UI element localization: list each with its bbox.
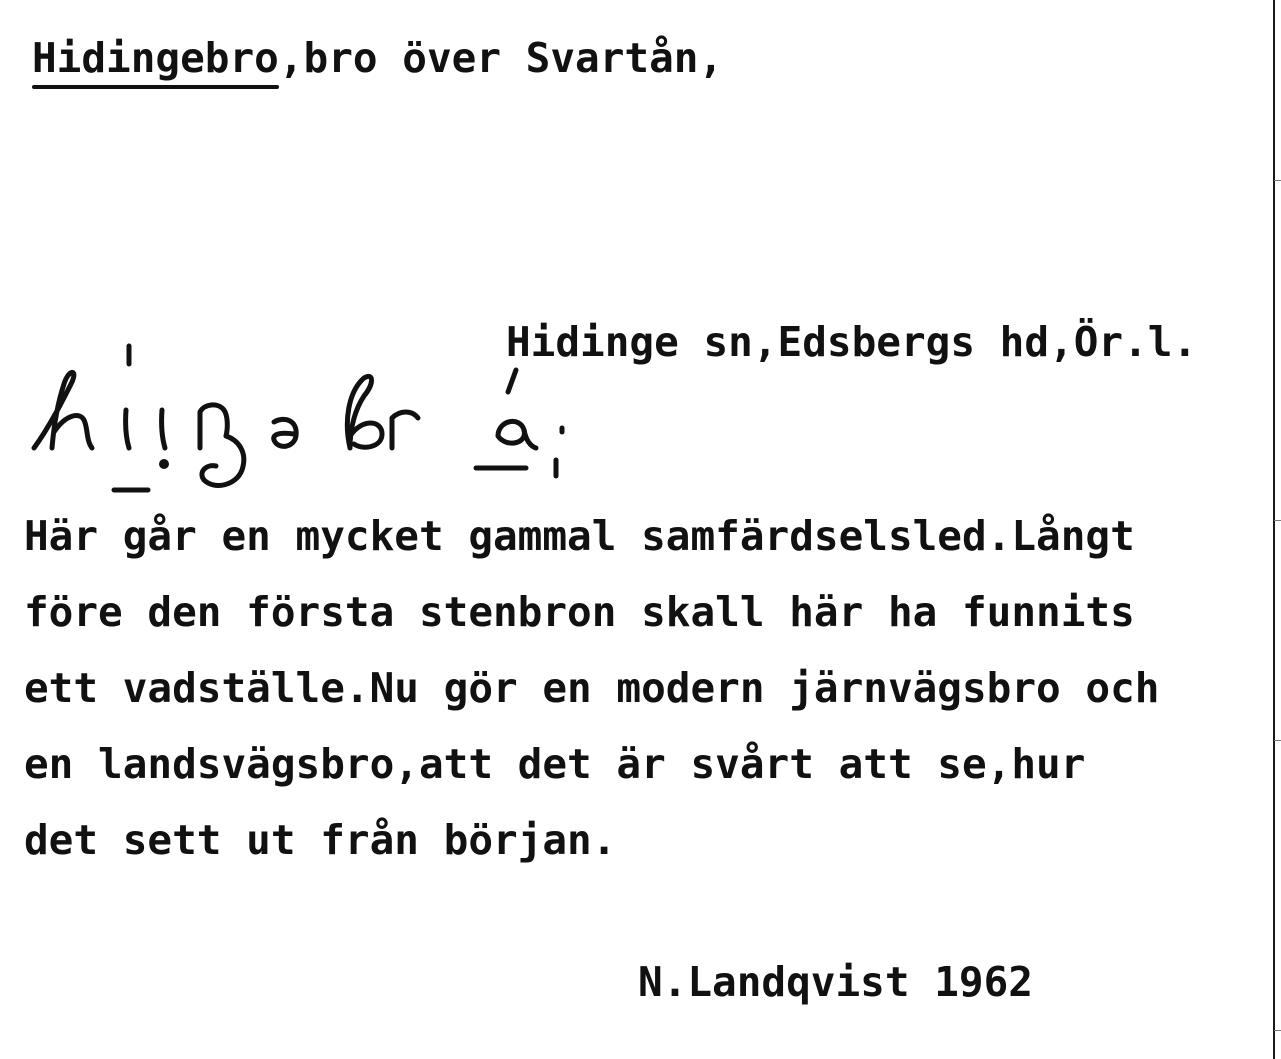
description-line: Här går en mycket gammal samfärdselsled.Långt bbox=[24, 512, 1135, 560]
card-edge bbox=[1273, 0, 1275, 1059]
phonetic-handwriting bbox=[28, 340, 588, 500]
edge-speck bbox=[1274, 1030, 1281, 1031]
description-line: en landsvägsbro,att det är svårt att se,hur bbox=[24, 740, 1086, 788]
description-line: ett vadställe.Nu gör en modern järnvägsbro och bbox=[24, 664, 1160, 712]
headword bbox=[32, 34, 279, 82]
signature: N.Landqvist 1962 bbox=[638, 958, 1033, 1006]
edge-speck bbox=[1274, 520, 1281, 521]
edge-speck bbox=[1274, 740, 1281, 741]
edge-speck bbox=[1274, 180, 1281, 181]
headword-suffix: ,bro över Svartån, bbox=[278, 34, 724, 82]
description-line: före den första stenbron skall här ha funnits bbox=[24, 588, 1135, 636]
description-line: det sett ut från början. bbox=[24, 816, 617, 864]
description-text bbox=[24, 512, 1160, 896]
location-line: Hidinge sn,Edsbergs hd,Ör.l. bbox=[506, 318, 1198, 366]
headword-underline bbox=[32, 85, 279, 89]
phonetic-transcription bbox=[28, 340, 588, 500]
headword-text: Hidingebro bbox=[32, 34, 279, 82]
title-line bbox=[32, 34, 724, 82]
